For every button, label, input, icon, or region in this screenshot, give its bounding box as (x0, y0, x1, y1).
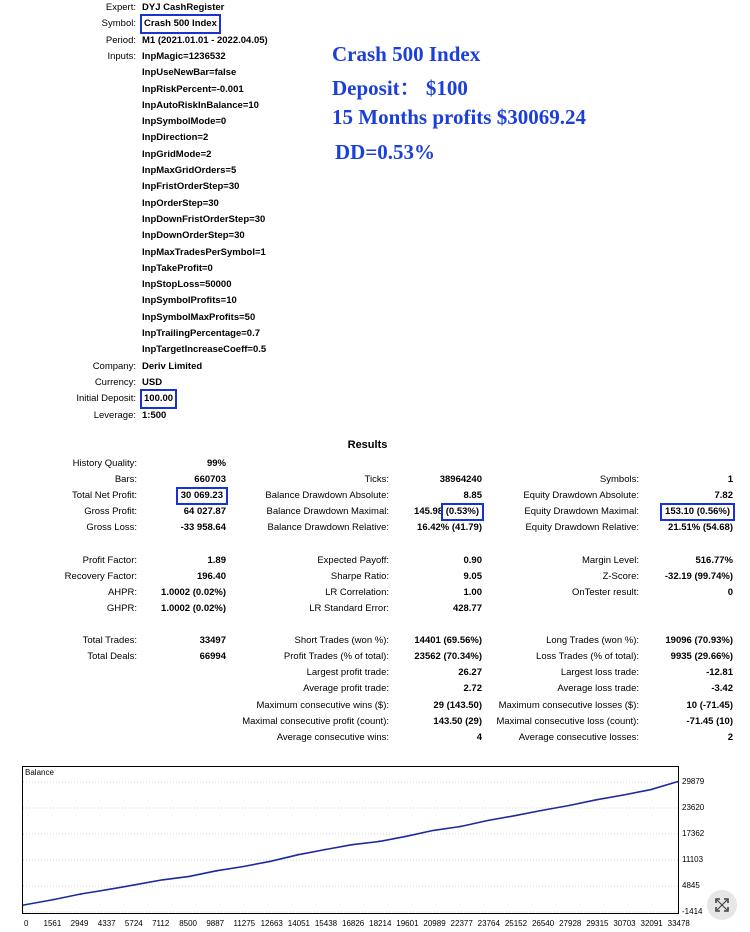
result-value: -71.45 (10) (686, 715, 733, 727)
result-value: 7.82 (714, 490, 733, 502)
settings-value: 1:500 (142, 409, 167, 421)
highlighted-value: 30 069.23 (178, 489, 226, 503)
result-value: 196.40 (196, 570, 226, 582)
result-label: Maximum consecutive wins ($): (256, 699, 389, 711)
result-label: Total Trades: (82, 635, 137, 647)
result-value: 14401 (69.56%) (414, 635, 482, 647)
result-value: 1.0002 (0.02%) (161, 586, 226, 598)
result-label: Expected Payoff: (317, 554, 389, 566)
result-label: Gross Loss: (86, 522, 137, 534)
settings-value: InpSymbolMaxProfits=50 (142, 311, 256, 323)
x-tick-label: 2949 (70, 919, 89, 928)
settings-value: Crash 500 Index (142, 16, 219, 32)
x-tick-label: 29315 (586, 919, 609, 928)
result-label: Average loss trade: (557, 683, 639, 695)
result-value: 145.98 (0.53%) (392, 504, 482, 520)
settings-value: DYJ CashRegister (142, 2, 225, 13)
result-label: Largest loss trade: (560, 667, 639, 679)
result-label: Maximal consecutive profit (count): (242, 715, 389, 727)
result-value: 9.05 (463, 570, 482, 582)
settings-row (0, 0, 400, 16)
x-tick-label: 33478 (667, 919, 690, 928)
settings-value: InpFristOrderStep=30 (142, 181, 240, 193)
result-label: Sharpe Ratio: (330, 570, 389, 582)
settings-row (0, 277, 400, 293)
highlighted-value: (0.53%) (443, 505, 482, 519)
promo-drawdown: DD=0.53% (335, 140, 436, 164)
results-title: Results (347, 439, 388, 451)
y-tick-label: 23620 (682, 803, 705, 812)
x-tick-label: 12663 (260, 919, 283, 928)
result-label: Recovery Factor: (64, 570, 137, 582)
settings-label: Currency: (94, 376, 136, 388)
y-tick-label: 29879 (682, 777, 705, 786)
result-value: 0 (727, 586, 733, 598)
result-label: History Quality: (72, 458, 137, 469)
x-tick-label: 1561 (43, 919, 62, 928)
result-value: 29 (143.50) (433, 699, 482, 711)
x-tick-label: 8500 (179, 919, 197, 928)
result-label: Equity Drawdown Absolute: (523, 490, 639, 502)
x-tick-label: 14051 (287, 919, 310, 928)
settings-row (0, 326, 400, 342)
result-label: Loss Trades (% of total): (536, 651, 639, 663)
result-label: Bars: (114, 474, 137, 486)
x-tick-label: 5724 (124, 919, 143, 928)
x-tick-label: 25152 (504, 919, 528, 928)
x-tick-label: 11275 (233, 919, 256, 928)
settings-label: Leverage: (93, 409, 136, 421)
x-tick-label: 18214 (369, 919, 392, 928)
settings-value: InpSymbolProfits=10 (142, 295, 237, 307)
result-label: Average consecutive wins: (276, 731, 389, 743)
settings-row (0, 310, 400, 326)
settings-value: Deriv Limited (142, 360, 203, 372)
result-label: Symbols: (599, 474, 639, 486)
settings-value: InpDownOrderStep=30 (142, 230, 245, 242)
settings-row (0, 342, 400, 358)
settings-value: InpMagic=1236532 (142, 50, 226, 62)
result-label: Balance Drawdown Absolute: (265, 490, 389, 502)
settings-row (0, 245, 400, 261)
zoom-icon[interactable] (707, 890, 737, 920)
settings-row (0, 261, 400, 277)
result-value: 19096 (70.93%) (665, 635, 733, 647)
result-value: 66994 (199, 651, 226, 663)
settings-label: Symbol: (101, 18, 136, 30)
settings-row (0, 391, 400, 407)
settings-label: Initial Deposit: (76, 393, 136, 405)
x-tick-label: 23764 (477, 919, 500, 928)
settings-value: InpStopLoss=50000 (142, 279, 232, 291)
result-value: -3.42 (711, 683, 733, 695)
highlighted-value: 153.10 (0.56%) (662, 505, 733, 519)
y-tick-label: 17362 (682, 828, 705, 838)
settings-row (0, 359, 400, 375)
result-label: AHPR: (107, 586, 137, 598)
result-value: 9935 (29.66%) (670, 651, 733, 663)
settings-row (0, 293, 400, 309)
result-value: 23562 (70.34%) (414, 651, 482, 663)
result-label: Equity Drawdown Relative: (525, 522, 639, 534)
result-value: 1.89 (207, 554, 226, 566)
result-value: 16.42% (41.79) (417, 522, 482, 534)
result-value: 64 027.87 (183, 506, 226, 518)
result-label: Average consecutive losses: (518, 731, 639, 743)
result-label: Profit Factor: (82, 554, 137, 566)
result-label: Average profit trade: (303, 683, 389, 695)
settings-label: Company: (92, 360, 136, 372)
settings-value: InpAutoRiskInBalance=10 (142, 99, 259, 111)
result-value: 660703 (194, 474, 226, 486)
settings-value: 100.00 (142, 391, 175, 407)
result-label: Balance Drawdown Maximal: (266, 506, 389, 518)
result-value (140, 488, 226, 504)
result-value: 21.51% (54.68) (668, 522, 733, 534)
settings-value: InpTakeProfit=0 (142, 262, 213, 274)
result-label: GHPR: (106, 602, 137, 614)
result-label: Maximum consecutive losses ($): (498, 699, 639, 711)
result-label: LR Standard Error: (309, 602, 389, 614)
settings-row (0, 163, 400, 179)
result-value: -33 958.64 (180, 522, 226, 534)
result-value: 143.50 (29) (433, 715, 482, 727)
settings-row (0, 179, 400, 195)
x-tick-label: 7112 (152, 919, 170, 928)
result-value: -32.19 (99.74%) (664, 570, 733, 582)
settings-row (0, 16, 400, 32)
settings-label: Inputs: (107, 50, 136, 62)
settings-row (0, 212, 400, 228)
settings-value: InpTargetIncreaseCoeff=0.5 (142, 344, 267, 356)
x-tick-label: 19601 (396, 919, 419, 928)
x-tick-label: 16826 (342, 919, 365, 928)
result-value: 1 (727, 474, 733, 486)
x-tick-label: 9887 (206, 919, 225, 928)
result-value: -12.81 (706, 667, 733, 679)
result-value: 26.27 (458, 667, 482, 679)
result-value (642, 504, 733, 520)
result-label: LR Correlation: (325, 586, 389, 598)
settings-value: InpSymbolMode=0 (142, 116, 227, 128)
result-label: Long Trades (won %): (546, 635, 639, 647)
settings-value: InpRiskPercent=-0.001 (142, 83, 244, 95)
balance-chart (22, 766, 679, 914)
chart-title: Balance (25, 768, 54, 777)
settings-label: Period: (105, 34, 136, 46)
result-label: Maximal consecutive loss (count): (496, 715, 639, 727)
settings-value: InpTrailingPercentage=0.7 (142, 328, 261, 339)
settings-row (0, 228, 400, 244)
settings-value: M1 (2021.01.01 - 2022.04.05) (142, 34, 268, 46)
result-value: 38964240 (439, 474, 482, 486)
result-label: Total Deals: (87, 651, 137, 663)
result-value: 8.85 (463, 490, 482, 502)
y-tick-label: -1414 (682, 907, 703, 916)
result-label: Equity Drawdown Maximal: (524, 506, 639, 518)
result-label: Margin Level: (581, 554, 639, 566)
result-label: Largest profit trade: (306, 667, 389, 679)
result-label: Ticks: (364, 474, 389, 486)
expand-icon (713, 896, 731, 914)
result-label: Z-Score: (602, 570, 639, 582)
result-value: 516.77% (695, 554, 733, 566)
settings-row (0, 196, 400, 212)
settings-row (0, 375, 400, 391)
result-label: Short Trades (won %): (294, 635, 389, 647)
x-tick-label: 22377 (450, 919, 473, 928)
x-tick-label: 30703 (613, 919, 636, 928)
y-tick-label: 4845 (682, 880, 700, 890)
settings-value: InpDirection=2 (142, 132, 209, 144)
x-tick-label: 15438 (314, 919, 338, 928)
promo-profits: 15 Months profits $30069.24 (332, 105, 586, 129)
settings-value: InpOrderStep=30 (142, 197, 219, 209)
result-label: Gross Profit: (84, 506, 137, 518)
settings-label: Expert: (105, 2, 136, 13)
result-value: 428.77 (452, 602, 482, 614)
settings-row (0, 408, 400, 424)
x-tick-label: 27928 (559, 919, 582, 928)
result-label: Balance Drawdown Relative: (267, 522, 389, 534)
promo-deposit: Deposit： $100 (332, 76, 468, 100)
x-tick-label: 32091 (640, 919, 663, 928)
x-tick-label: 20989 (423, 919, 446, 928)
settings-value: InpMaxTradesPerSymbol=1 (142, 246, 266, 258)
result-label: Profit Trades (% of total): (283, 651, 389, 663)
x-tick-label: 4337 (97, 919, 116, 928)
settings-value: USD (142, 376, 163, 388)
result-value: 99% (206, 458, 226, 469)
result-value: 33497 (199, 635, 226, 647)
y-tick-label: 11103 (682, 855, 704, 864)
result-label: Total Net Profit: (72, 490, 137, 502)
x-tick-label: 26540 (531, 919, 555, 928)
result-value: 4 (476, 731, 482, 743)
settings-value: InpUseNewBar=false (142, 67, 237, 79)
settings-value: InpMaxGridOrders=5 (142, 165, 237, 176)
promo-title: Crash 500 Index (332, 42, 481, 66)
settings-value: InpDownFristOrderStep=30 (142, 213, 266, 225)
result-value: 2.72 (463, 683, 482, 695)
result-value: 0.90 (463, 554, 482, 566)
x-tick-label: 0 (24, 919, 29, 928)
result-label: OnTester result: (571, 586, 639, 598)
result-value: 1.00 (463, 586, 482, 598)
settings-value: InpGridMode=2 (142, 148, 212, 160)
result-value: 10 (-71.45) (686, 699, 733, 711)
result-value: 2 (727, 731, 733, 743)
result-value: 1.0002 (0.02%) (161, 602, 226, 614)
